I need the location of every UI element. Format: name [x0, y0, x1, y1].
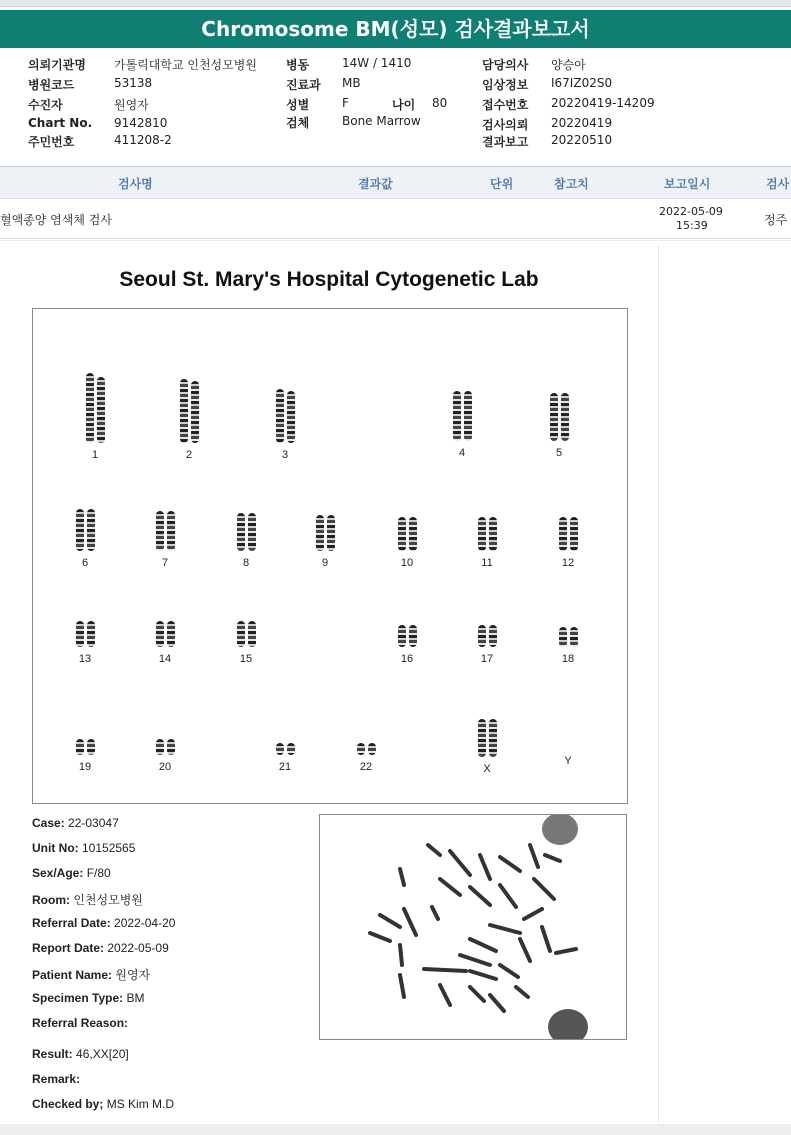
info-label: 수진자: [28, 98, 63, 112]
chromosome-4: [432, 391, 492, 459]
meta-value: F/80: [86, 866, 111, 880]
chromosome-9: [295, 515, 355, 569]
info-value: 53138: [114, 76, 153, 90]
info-label: 나이: [392, 98, 416, 112]
chromosome-3: [255, 389, 315, 461]
meta-label: Room:: [32, 893, 70, 907]
col-header-exam[interactable]: 검사: [766, 177, 790, 191]
info-label: 병원코드: [28, 78, 75, 92]
chromosome-label: 7: [161, 557, 169, 569]
chromosome-label: 3: [281, 449, 289, 461]
table-row[interactable]: [0, 198, 791, 239]
info-label: 진료과: [286, 78, 321, 92]
chromosome-label: 6: [81, 557, 89, 569]
info-value: 14W / 1410: [342, 56, 412, 70]
info-label: 검체: [286, 116, 310, 130]
meta-label: Report Date:: [32, 941, 105, 955]
chromosome-label: 1: [91, 449, 99, 461]
divider: [0, 240, 791, 241]
meta-value: 2022-04-20: [114, 916, 176, 930]
chromosome-11: [457, 517, 517, 569]
info-value: Bone Marrow: [342, 114, 421, 128]
chromosome-label: 10: [400, 557, 414, 569]
chromosome-18: [538, 627, 598, 665]
remark-label: Remark:: [32, 1072, 81, 1086]
info-value: 20220419: [551, 116, 613, 130]
chromosome-label: 14: [158, 653, 172, 665]
karyotype-report: [0, 246, 659, 1122]
meta-label: Specimen Type:: [32, 991, 124, 1005]
bottom-scroll-area: [0, 1124, 791, 1135]
meta-label: Patient Name:: [32, 968, 113, 982]
info-value: F: [342, 96, 349, 110]
chromosome-label: 20: [158, 761, 172, 773]
chromosome-label: 8: [242, 557, 250, 569]
meta-label: Referral Date:: [32, 916, 111, 930]
info-label: 검사의뢰: [482, 118, 529, 132]
chromosome-17: [457, 625, 517, 665]
chromosome-label: 4: [458, 447, 466, 459]
result-value: 46,XX[20]: [76, 1047, 129, 1061]
chromosome-15: [216, 621, 276, 665]
info-value: 원영자: [114, 98, 149, 112]
info-label: 병동: [286, 58, 310, 72]
chromosome-label: 12: [561, 557, 575, 569]
chromosome-14: [135, 621, 195, 665]
chromosome-8: [216, 513, 276, 569]
chromosome-label: 5: [555, 447, 563, 459]
checked-value: MS Kim M.D: [106, 1097, 175, 1111]
info-label: 결과보고: [482, 135, 529, 149]
chromosome-22: [336, 743, 396, 773]
patient-info: [0, 56, 791, 156]
col-header-unit[interactable]: 단위: [490, 177, 514, 191]
chromosome-10: [377, 517, 437, 569]
karyogram: [32, 308, 628, 804]
meta-value: 인천성모병원: [73, 893, 143, 907]
chromosome-19: [55, 739, 115, 773]
report-title: Chromosome BM(성모) 검사결과보고서: [0, 10, 791, 48]
test-name: 혈액종양 염색체 검사: [0, 213, 112, 227]
chromosome-label: 18: [561, 653, 575, 665]
chromosome-label: 17: [480, 653, 494, 665]
report-date: 2022-05-09: [659, 205, 723, 218]
chromosome-label: 9: [321, 557, 329, 569]
chromosome-y: [538, 747, 598, 767]
chromosome-x: [457, 719, 517, 775]
result-label: Result:: [32, 1047, 73, 1061]
info-value: 가톨릭대학교 인천성모병원: [114, 58, 257, 72]
meta-label: Unit No:: [32, 841, 79, 855]
meta-value: 2022-05-09: [107, 941, 169, 955]
info-value: 411208-2: [114, 133, 172, 147]
lab-title: Seoul St. Mary's Hospital Cytogenetic Lab: [119, 268, 539, 291]
chromosome-label: 22: [359, 761, 373, 773]
meta-label: Referral Reason:: [32, 1016, 129, 1030]
chromosome-5: [529, 393, 589, 459]
chromosome-label: 21: [278, 761, 292, 773]
info-label: 임상정보: [482, 78, 529, 92]
chromosome-20: [135, 739, 195, 773]
chromosome-label: 13: [78, 653, 92, 665]
info-label: Chart No.: [28, 116, 93, 130]
chromosome-12: [538, 517, 598, 569]
info-label: 의뢰기관명: [28, 58, 86, 72]
info-value: 80: [432, 96, 448, 110]
chromosome-label: 15: [239, 653, 253, 665]
chromosome-label: 11: [481, 557, 493, 569]
info-label: 담당의사: [482, 58, 529, 72]
exam-status: 정주: [764, 213, 788, 227]
window-top-border: [0, 0, 791, 7]
chromosome-16: [377, 625, 437, 665]
col-header-test-name[interactable]: 검사명: [118, 177, 153, 191]
chromosome-7: [135, 511, 195, 569]
col-header-result[interactable]: 결과값: [358, 177, 393, 191]
meta-value: 22-03047: [68, 816, 119, 830]
case-meta: [32, 816, 175, 1122]
meta-value: 원영자: [115, 968, 151, 982]
meta-label: Sex/Age:: [32, 866, 84, 880]
info-value: I67IZ02S0: [551, 76, 613, 90]
report-time: 15:39: [676, 219, 708, 232]
col-header-reference[interactable]: 참고치: [554, 177, 589, 191]
info-label: 성별: [286, 98, 310, 112]
chromosome-21: [255, 743, 315, 773]
chromosome-label: 19: [78, 761, 92, 773]
chromosome-1: [65, 373, 125, 461]
chromosome-label: Y: [564, 755, 572, 767]
meta-value: BM: [126, 991, 145, 1005]
chromosome-label: 16: [400, 653, 414, 665]
info-value: 9142810: [114, 116, 168, 130]
metaphase-spread-image: [319, 814, 627, 1040]
info-label: 접수번호: [482, 98, 529, 112]
info-value: 양승아: [551, 58, 586, 72]
chromosome-label: 2: [185, 449, 193, 461]
chromosome-13: [55, 621, 115, 665]
col-header-report-time[interactable]: 보고일시: [664, 177, 711, 191]
meta-label: Case:: [32, 816, 65, 830]
chromosome-6: [55, 509, 115, 569]
info-value: MB: [342, 76, 361, 90]
chromosome-label: X: [483, 763, 491, 775]
info-value: 20220419-14209: [551, 96, 655, 110]
chromosome-2: [159, 379, 219, 461]
results-table-header: [0, 166, 791, 199]
checked-label: Checked by;: [32, 1097, 104, 1111]
info-label: 주민번호: [28, 135, 75, 149]
meta-value: 10152565: [82, 841, 136, 855]
metaphase-svg: [320, 815, 626, 1039]
info-value: 20220510: [551, 133, 613, 147]
